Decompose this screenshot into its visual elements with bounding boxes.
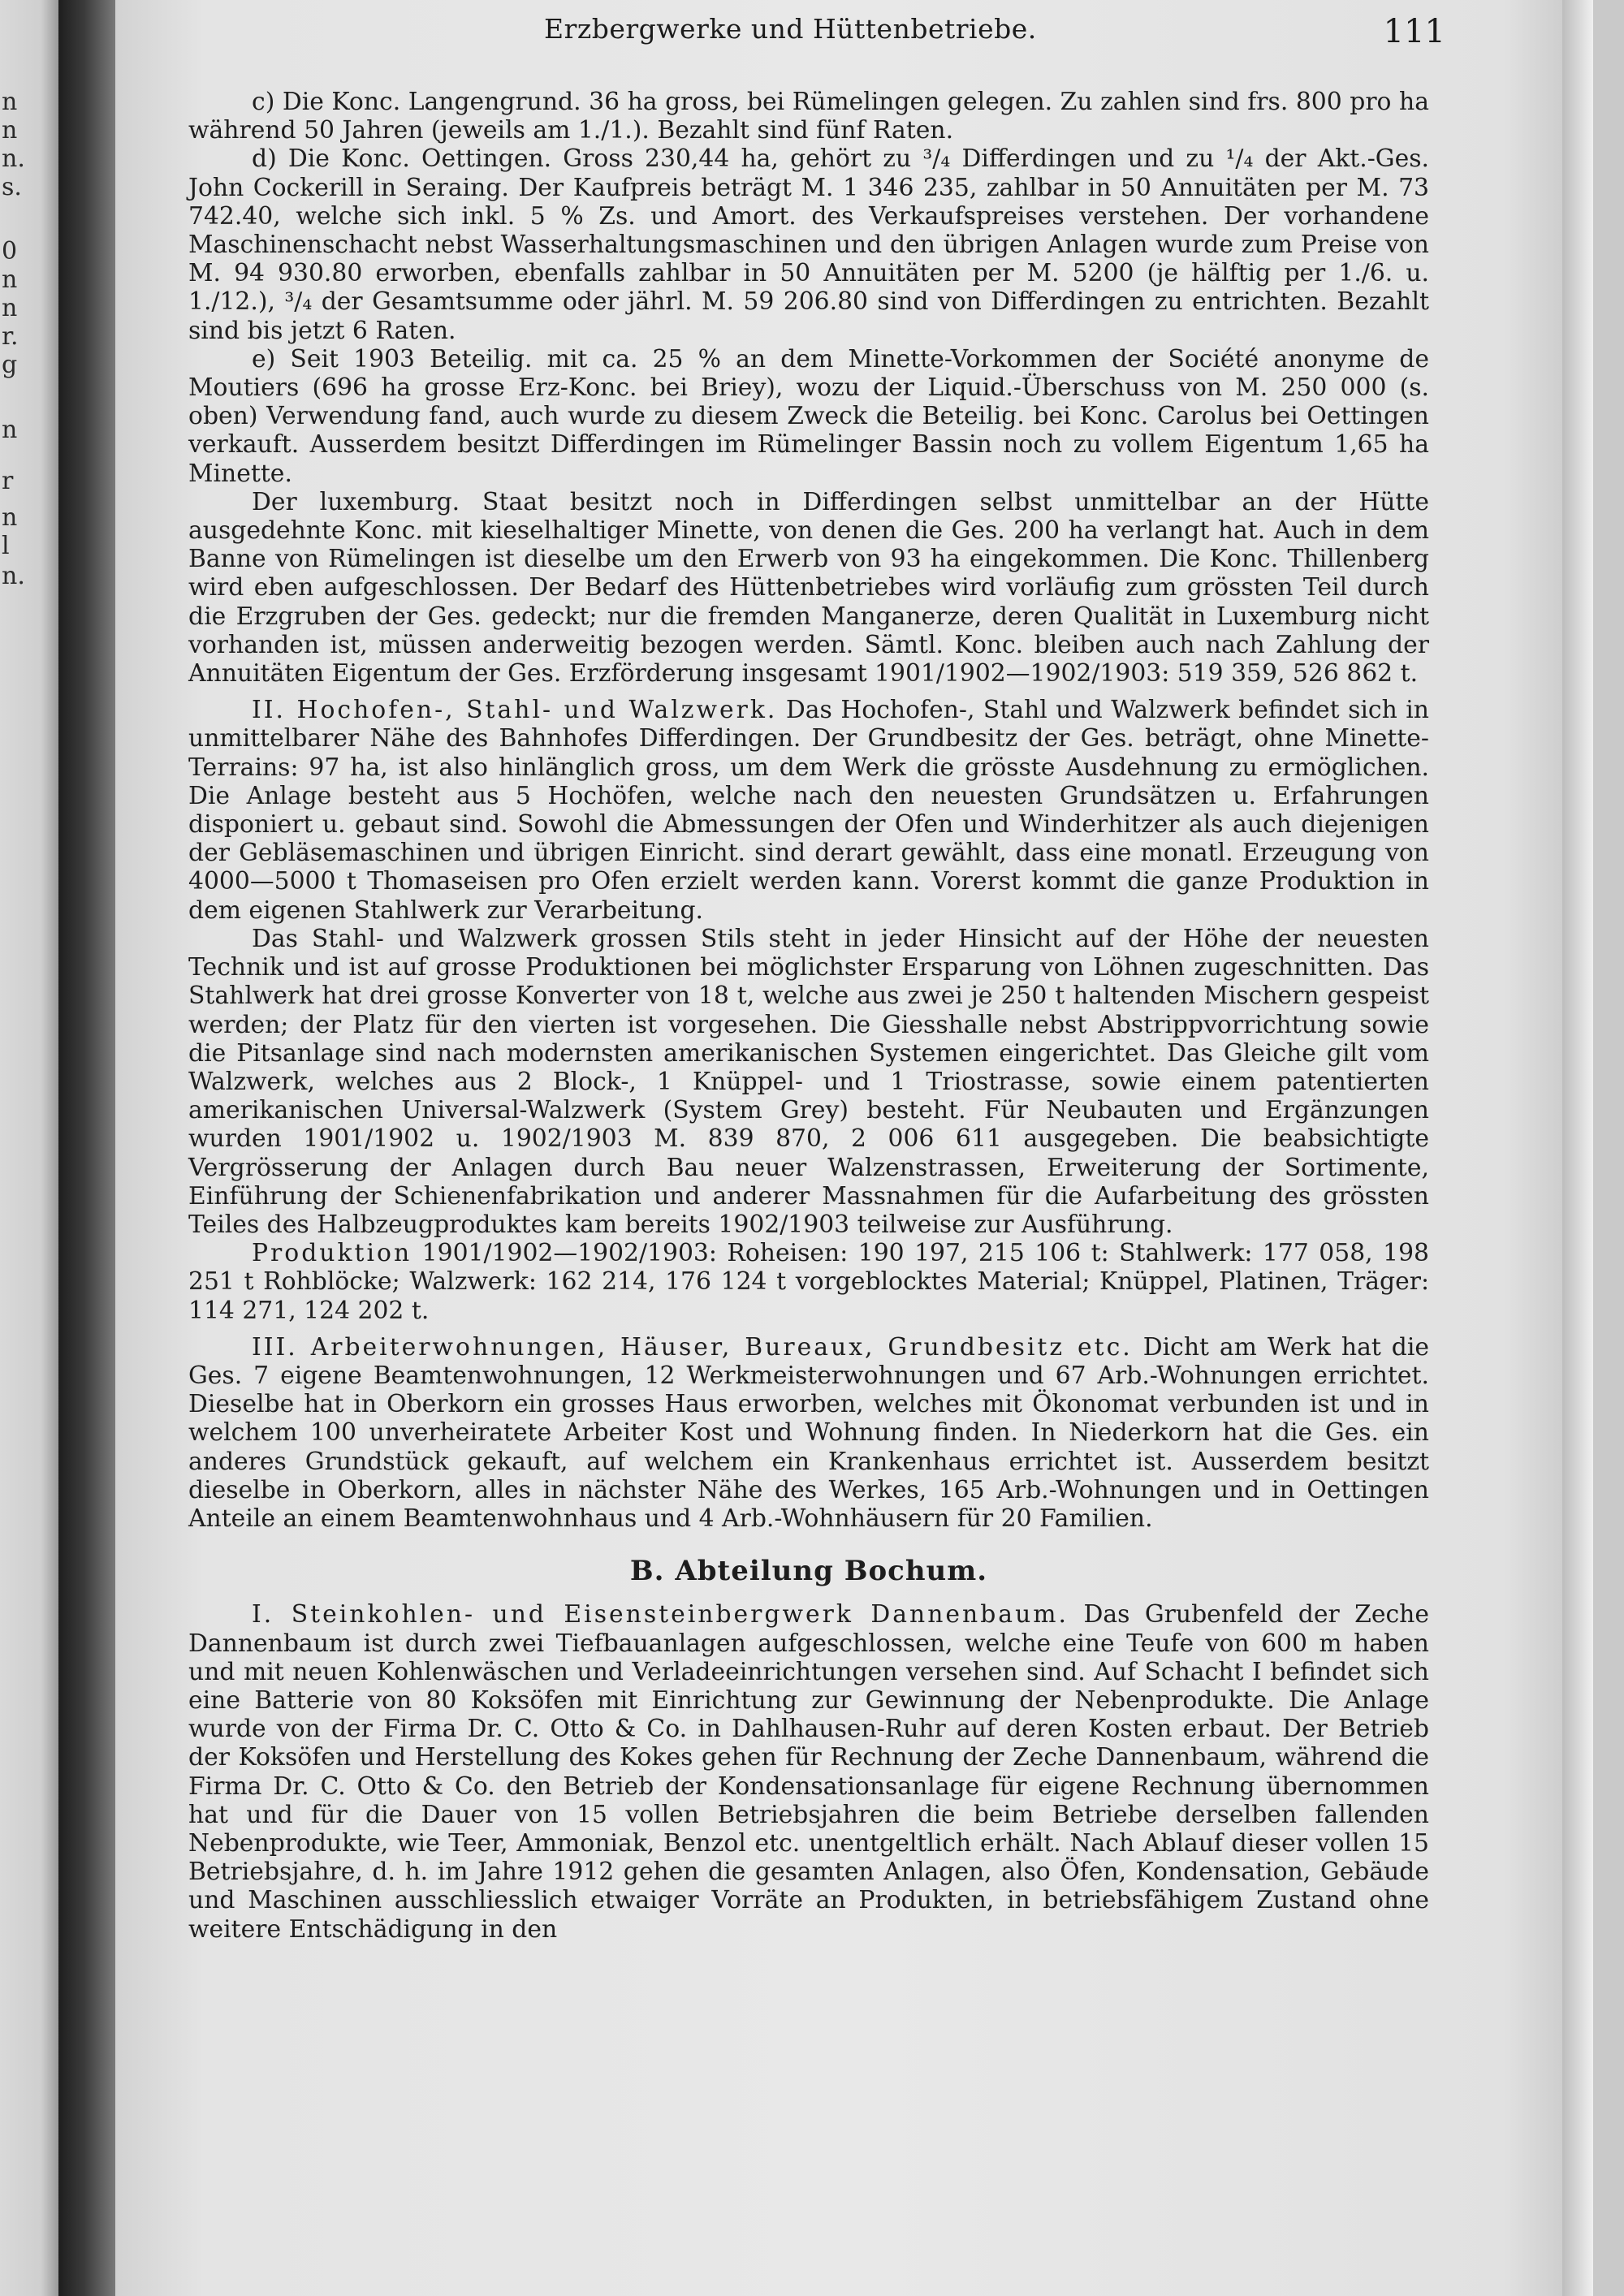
margin-fragment: l [2, 532, 10, 560]
paragraph-text: Das Grubenfeld der Zeche Dannenbaum ist durch zwei Tiefbauanlagen aufgeschlossen, welche eine Teufe von 600 m haben und mit neuen Kohlenwäschen und Verladeeinrichtungen versehen sind. Auf Schacht I befindet sich eine Batterie von 80 Koksöfen mit Einrichtung zur Gewinnung der Nebenprodukte. Die Anlage wurde von der Firma Dr. C. Otto & Co. in Dahlhausen-Ruhr auf deren Kosten erbaut. Der Betrieb der Koksöfen und Herstellung des Kokes gehen für Rechnung der Zeche Dannenbaum, während die Firma Dr. C. Otto & Co. den Betrieb der Kondensationsanlage für eigene Rechnung übernommen hat und für die Dauer von 15 vollen Betriebsjahren die beim Betriebe derselben fallenden Nebenprodukte, wie Teer, Ammoniak, Benzol etc. unentgeltlich erhält. Nach Ablauf dieser vollen 15 Betriebsjahre, d. h. im Jahre 1912 gehen die gesamten Anlagen, also Öfen, Kondensation, Gebäude und Maschinen ausschliesslich etwaiger Vorräte an Produkten, in betriebsfähigem Zustand ohne weitere Entschädigung in den [188, 1600, 1430, 1944]
page-header [187, 13, 1445, 62]
margin-fragment: g [2, 351, 18, 379]
paragraph-konc-langengrund: c) Die Konc. Langengrund. 36 ha gross, bei Rümelingen gelegen. Zu zahlen sind frs. 800 pro ha während 50 Jahren (jeweils am 1./1.). Bezahlt sind fünf Raten. [188, 88, 1429, 145]
paragraph-hochofen-stahlwerk [188, 696, 1429, 925]
margin-fragment: n. [2, 145, 25, 173]
paragraph-arbeiterwohnungen [188, 1333, 1429, 1533]
running-title: Erzbergwerke und Hüttenbetriebe. [544, 13, 1037, 45]
section-heading-dannenbaum: I. Steinkohlen- und Eisensteinbergwerk Dannenbaum. [252, 1600, 1069, 1629]
page-number: 111 [1383, 13, 1445, 50]
section-heading-arbeiterwohnungen: III. Arbeiterwohnungen, Häuser, Bureaux, Grundbesitz etc. [252, 1332, 1133, 1362]
book-gutter [58, 0, 115, 2296]
paragraph-text: Dicht am Werk hat die Ges. 7 eigene Beamtenwohnungen, 12 Werkmeisterwohnungen und 67 Arb.-Wohnungen errichtet. Dieselbe hat in Oberkorn ein grosses Haus erworben, welches mit Ökonomat verbunden ist und in welchem 100 unverheiratete Arbeiter Kost und Wohnung finden. In Niederkorn hat die Ges. ein anderes Grundstück gekauft, auf welchem ein Krankenhaus errichtet ist. Ausserdem besitzt dieselbe in Oberkorn, alles in nächster Nähe des Werkes, 165 Arb.-Wohnungen und in Oettingen Anteile an einem Beamtenwohnhaus und 4 Arb.-Wohnhäusern für 20 Familien. [188, 1332, 1429, 1533]
margin-fragment: r. [2, 322, 19, 351]
margin-fragment: 0 [2, 237, 18, 265]
margin-fragment: n. [2, 562, 25, 590]
paragraph-text: 1901/1902—1902/1903: Roheisen: 190 197, 215 106 t: Stahlwerk: 177 058, 198 251 t Rohblöcke; Walzwerk: 162 214, 176 124 t vorgeblocktes Material; Knüppel, Platinen, Träger: 114 271, 124 202 t. [188, 1239, 1429, 1325]
margin-fragment: s. [2, 173, 22, 201]
margin-fragment: n [2, 503, 18, 532]
section-title-abteilung-bochum: B. Abteilung Bochum. [629, 1555, 988, 1588]
paragraph-text: Das Hochofen-, Stahl und Walzwerk befindet sich in unmittelbarer Nähe des Bahnhofes Differdingen. Der Grundbesitz der Ges. beträgt, ohne Minette-Terrains: 97 ha, ist also hinlänglich gross, um dem Werk die grösste Ausdehnung zu ermöglichen. Die Anlage besteht aus 5 Hochöfen, welche nach den neuesten Grundsätzen u. Erfahrungen disponiert u. gebaut sind. Sowohl die Abmessungen der Ofen und Winderhitzer als auch diejenigen der Gebläsemaschinen und übrigen Einricht. sind derart gewählt, dass eine monatl. Erzeugung von 4000—5000 t Thomaseisen pro Ofen erzielt werden kann. Vorerst kommt die ganze Produktion in dem eigenen Stahlwerk zur Verarbeitung. [188, 696, 1429, 925]
margin-fragment: n [2, 88, 18, 116]
page-body [188, 88, 1429, 1944]
section-heading-hochofen: II. Hochofen-, Stahl- und Walzwerk. [252, 696, 778, 725]
previous-page-margin [0, 0, 58, 2296]
paragraph-produktion [188, 1239, 1429, 1325]
paragraph-stahl-walzwerk: Das Stahl- und Walzwerk grossen Stils steht in jeder Hinsicht auf der Höhe der neuesten Technik und ist auf grosse Produktionen bei möglichster Ersparung von Löhnen zugeschnitten. Das Stahlwerk hat drei grosse Konverter von 18 t, welche aus zwei je 250 t haltenden Mischern gespeist werden; der Platz für den vierten ist vorgesehen. Die Giesshalle nebst Abstrippvorrichtung sowie die Pitsanlage sind nach modernsten amerikanischen Systemen eingerichtet. Das Gleiche gilt vom Walzwerk, welches aus 2 Block-, 1 Knüppel- und 1 Triostrasse, sowie einem patentierten amerikanischen Universal-Walzwerk (System Grey) besteht. Für Neubauten und Ergänzungen wurden 1901/1902 u. 1902/1903 M. 839 870, 2 006 611 ausgegeben. Die beabsichtigte Vergrösserung der Anlagen durch Bau neuer Walzenstrassen, Erweiterung der Sortimente, Einführung der Schienenfabrikation und anderer Massnahmen für die Aufarbeitung des grössten Teiles des Halbzeugproduktes kam bereits 1902/1903 teilweise zur Ausführung. [188, 924, 1429, 1239]
paragraph-beteiligung-moutiers: e) Seit 1903 Beteilig. mit ca. 25 % an dem Minette-Vorkommen der Société anonyme de Moutiers (696 ha grosse Erz-Konc. bei Briey), wozu der Liquid.-Überschuss von M. 250 000 (s. oben) Verwendung fand, auch wurde zu diesem Zweck die Beteilig. bei Konc. Carolus bei Oettingen verkauft. Ausserdem besitzt Differdingen im Rümelinger Bassin noch zu vollem Eigentum 1,65 ha Minette. [188, 344, 1429, 488]
paragraph-luxemburg-staat: Der luxemburg. Staat besitzt noch in Differdingen selbst unmittelbar an der Hütte ausgedehnte Konc. mit kieselhaltiger Minette, von denen die Ges. 200 ha verlangt hat. Auch in dem Banne von Rümelingen ist dieselbe um den Erwerb von 93 ha eingekommen. Die Konc. Thillenberg wird eben aufgeschlossen. Der Bedarf des Hüttenbetriebes wird vorläufig zum grössten Teil durch die Erzgruben der Ges. gedeckt; nur die fremden Manganerze, deren Qualität in Luxemburg nicht vorhanden ist, müssen anderweitig bezogen werden. Sämtl. Konc. bleiben auch nach Zahlung der Annuitäten Eigentum der Ges. Erzförderung insgesamt 1901/1902—1902/1903: 519 359, 526 862 t. [188, 487, 1429, 688]
paragraph-konc-oettingen: d) Die Konc. Oettingen. Gross 230,44 ha, gehört zu ³/₄ Differdingen und zu ¹/₄ der Akt.-Ges. John Cockerill in Seraing. Der Kaufpreis beträgt M. 1 346 235, zahlbar in 50 Annuitäten per M. 73 742.40, welche sich inkl. 5 % Zs. und Amort. des Verkaufspreises verstehen. Der vorhandene Maschinenschacht nebst Wasserhaltungsmaschinen und den übrigen Anlagen wurde zum Preise von M. 94 930.80 erworben, ebenfalls zahlbar in 50 Annuitäten per M. 5200 (je hälftig per 1./6. u. 1./12.), ³/₄ der Gesamtsumme oder jährl. M. 59 206.80 sind von Differdingen zu entrichten. Bezahlt sind bis jetzt 6 Raten. [188, 145, 1429, 345]
margin-fragment: n [2, 416, 18, 444]
section-heading-produktion: Produktion [252, 1239, 412, 1268]
margin-fragment: r [2, 467, 14, 495]
page-edge [1562, 0, 1593, 2296]
margin-fragment: n [2, 294, 18, 322]
margin-fragment: n [2, 265, 18, 294]
margin-fragment: n [2, 116, 18, 145]
paragraph-dannenbaum [188, 1600, 1429, 1943]
